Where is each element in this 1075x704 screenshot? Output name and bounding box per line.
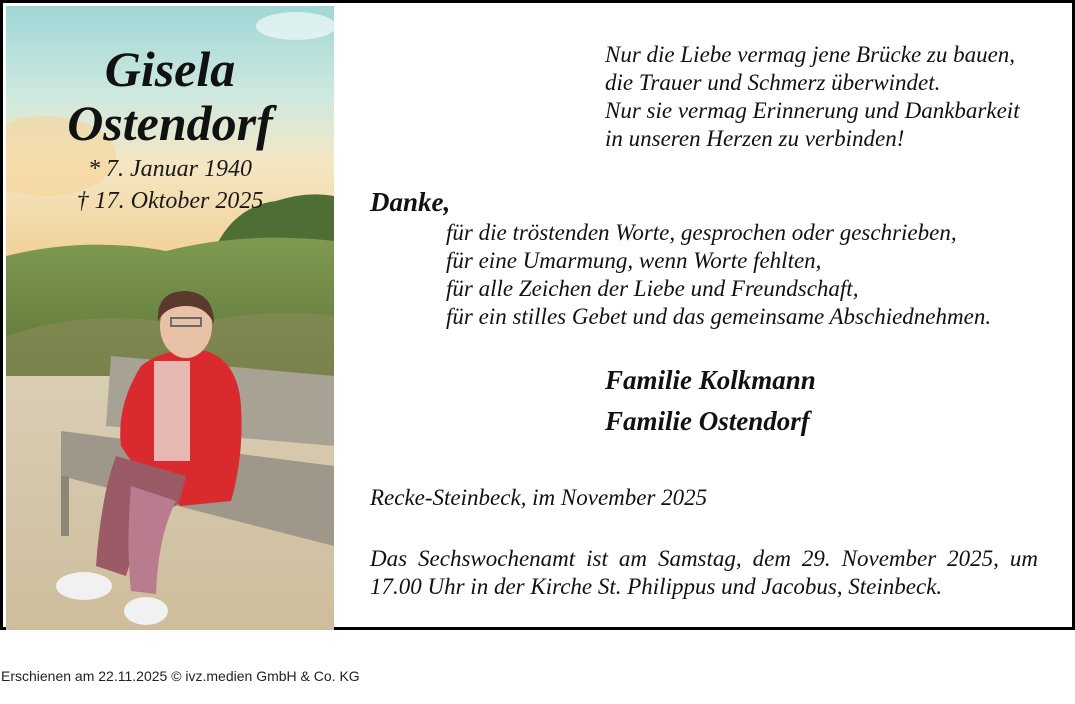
deceased-first-name: Gisela [104,41,236,97]
thanks-line: für die tröstenden Worte, gesprochen oder geschrieben, [446,220,957,245]
thanks-line: für ein stilles Gebet und das gemeinsame Abschiednehmen. [446,304,992,329]
birth-date: * 7. Januar 1940 [88,156,252,182]
place-date: Recke-Steinbeck, im November 2025 [370,485,708,510]
poem-line: Nur sie vermag Erinnerung und Dankbarkeit [605,98,1020,123]
deceased-last-name: Ostendorf [67,95,273,151]
mass-notice-line: Das Sechswochenamt ist am Samstag, dem 29. November 2025, um [370,546,1038,571]
poem-line: in unseren Herzen zu verbinden! [605,126,905,151]
thanks-line: für eine Umarmung, wenn Worte fehlten, [446,248,822,273]
death-date: † 17. Oktober 2025 [76,188,264,214]
poem-line: die Trauer und Schmerz überwindet. [605,70,941,95]
mass-notice [370,545,1038,601]
publication-footer: Erschienen am 22.11.2025 © ivz.medien GmbH & Co. KG [1,668,360,684]
poem [605,41,1020,153]
family-signature: Familie Kolkmann [605,365,816,395]
memorial-photo [6,6,334,630]
family-signature: Familie Ostendorf [605,406,810,436]
thanks-line: für alle Zeichen der Liebe und Freundschaft, [446,276,859,301]
poem-line: Nur die Liebe vermag jene Brücke zu bauen, [605,42,1016,67]
thanks-lines [446,219,991,331]
thanks-title: Danke, [370,187,451,217]
mass-notice-line: 17.00 Uhr in der Kirche St. Philippus und Jacobus, Steinbeck. [370,574,943,599]
